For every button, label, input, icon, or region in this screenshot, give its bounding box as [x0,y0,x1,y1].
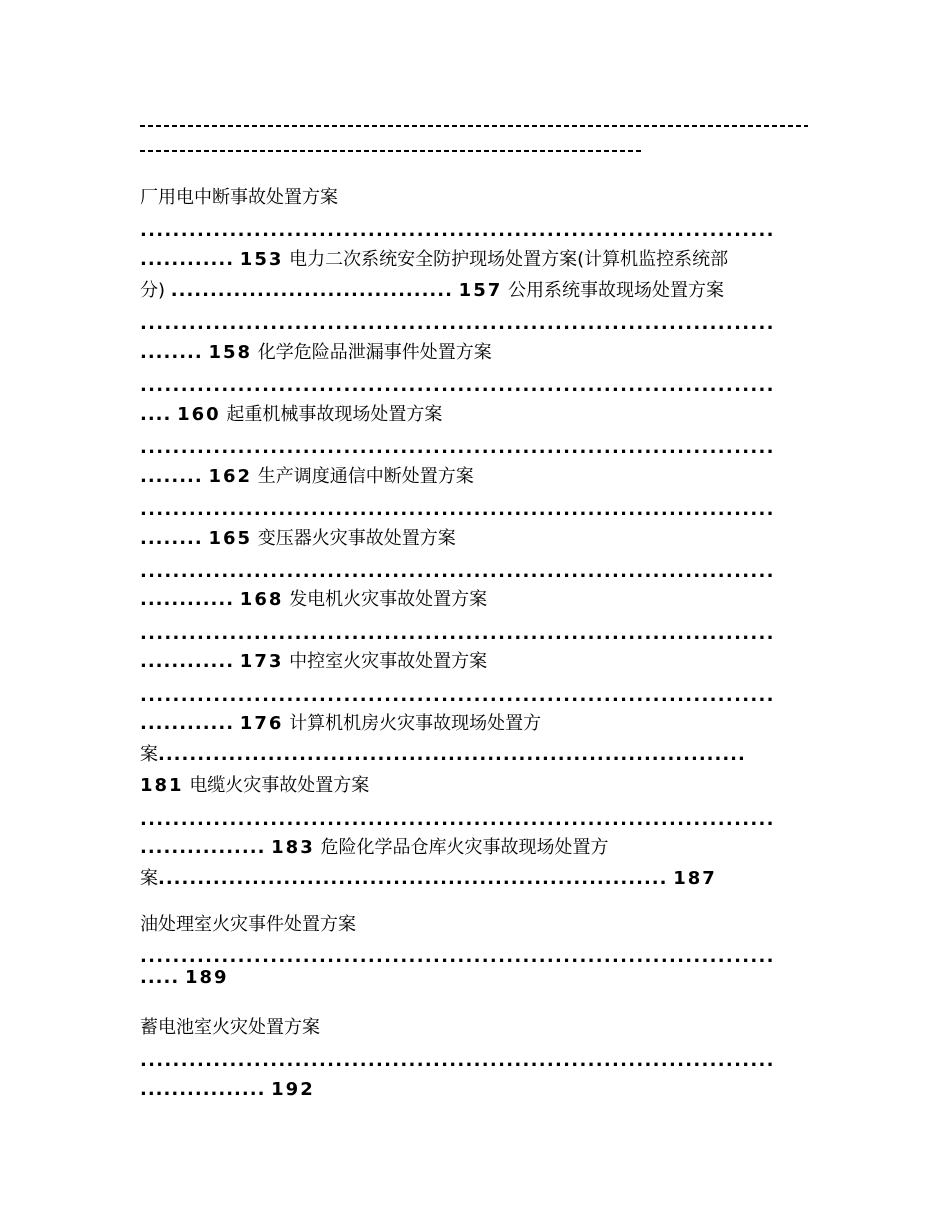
toc-entry[interactable]: ............ 153 电力二次系统安全防护现场处置方案(计算机监控系统部 [140,249,729,270]
toc-entry[interactable]: ............ 176 计算机机房火灾事故现场处置方 [140,713,542,734]
toc-entry[interactable]: 案........................................................................... [140,744,746,765]
entry-title: 蓄电池室火灾处置方案 [140,1017,320,1038]
leader-dots: .............................................................................. [140,379,775,393]
toc-entry[interactable]: ............ 168 发电机火灾事故处置方案 [140,589,488,610]
page-number: 189 [184,967,229,988]
page-number: 181 [140,775,184,796]
entry-title-continued: 案 [140,868,158,889]
toc-entry-title[interactable] [140,1013,810,1043]
toc-entry[interactable]: ................ 183 危险化学品仓库火灾事故现场处置方 [140,837,609,858]
dashed-separator-1 [140,125,808,127]
toc-entry[interactable]: ........ 162 生产调度通信中断处置方案 [140,466,474,487]
toc-entry[interactable]: 分) .................................... 157 公用系统事故现场处置方案 [140,280,724,301]
entry-title: 危险化学品仓库火灾事故现场处置方 [320,837,609,858]
leader-dots: .............................................................................. [140,224,775,238]
entry-title: 起重机械事故现场处置方案 [226,404,443,425]
page-number: 176 [239,713,284,734]
page-number: 168 [239,589,284,610]
leader-dots: .............................................................................. [140,689,775,703]
page-number: 157 [458,280,503,301]
page-number: 160 [177,404,221,425]
entry-title: 化学危险品泄漏事件处置方案 [257,342,492,363]
leader-dots: .............................................................................. [140,627,775,641]
entry-title: 计算机机房火灾事故现场处置方 [289,713,542,734]
entry-title-continued: 案 [140,744,158,765]
entry-title: 电力二次系统安全防护现场处置方案(计算机监控系统部 [289,249,729,270]
leader-dots: .............................................................................. [140,950,775,964]
entry-title: 生产调度通信中断处置方案 [257,466,474,487]
page-number: 162 [208,466,253,487]
leader-dots: .............................................................................. [140,565,775,579]
entry-title: 公用系统事故现场处置方案 [507,280,724,301]
page-number: 192 [271,1079,315,1100]
toc-entry[interactable]: ........ 165 变压器火灾事故处置方案 [140,528,456,549]
entry-title: 油处理室火灾事件处置方案 [140,914,356,935]
leader-dots: .............................................................................. [140,317,775,331]
page-number: 165 [208,528,253,549]
toc-entry[interactable]: ................ 192 [140,1079,315,1100]
toc-entry[interactable]: .... 160 起重机械事故现场处置方案 [140,404,443,425]
entry-title: 变压器火灾事故处置方案 [257,528,456,549]
page-number: 158 [208,342,253,363]
entry-title: 发电机火灾事故处置方案 [289,589,488,610]
toc-entry[interactable]: ............ 173 中控室火灾事故处置方案 [140,651,488,672]
entry-title: 中控室火灾事故处置方案 [289,651,488,672]
toc-entry-title[interactable] [140,183,810,213]
entry-title-continued: 分) [140,280,166,301]
page-number: 183 [271,837,315,858]
leader-dots: .............................................................................. [140,813,775,827]
toc-entry[interactable]: ..... 189 [140,967,229,988]
entry-title: 电缆火灾事故处置方案 [189,775,370,796]
leader-dots: .............................................................................. [140,1054,775,1068]
toc-entry-title[interactable] [140,910,810,940]
page-number: 153 [239,249,284,270]
leader-dots: .............................................................................. [140,441,775,455]
toc-entry[interactable]: 案................................................................. 187 [140,868,717,889]
page-number: 187 [673,868,717,889]
toc-entry[interactable]: ........ 158 化学危险品泄漏事件处置方案 [140,342,492,363]
entry-title: 厂用电中断事故处置方案 [140,187,338,208]
dashed-separator-2 [140,150,642,152]
toc-entry[interactable] [140,771,810,801]
leader-dots: .............................................................................. [140,503,775,517]
page-number: 173 [239,651,284,672]
